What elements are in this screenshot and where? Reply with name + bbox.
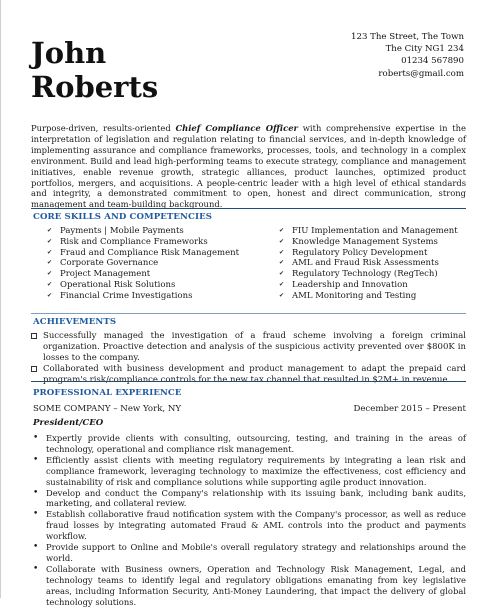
skill-item: ✔ AML Monitoring and Testing xyxy=(279,290,417,301)
skill-item: ✔ Financial Crime Investigations xyxy=(47,290,193,301)
skill-item: ✔ Corporate Governance xyxy=(47,258,159,269)
summary-title: Chief Compliance Officer xyxy=(175,123,298,133)
skill-item: ✔ Regulatory Technology (RegTech) xyxy=(279,269,438,280)
duty-item: • Develop and conduct the Company's relationship with its issuing bank, including bank audits, marketing, and collateral review. xyxy=(33,487,466,509)
check-icon: ✔ xyxy=(279,291,285,299)
summary-after: with comprehensive expertise in the interpretation of legislation and regulation relating to financial services, and in-depth knowledge of implementing assurance and compliance frameworks, processes, tools, and technology in a complex environment. Build and lead high-performing teams to execute strategy, compliance and management initiatives, enable revenue growth, strategic alliances, product launches, optimized product portfolios, mergers, and acquisitions. A people-centric leader with a high level of ethical standards and integrity, a demonstrated commitment to open, honest and direct communication, strong management and team-building background. xyxy=(31,123,466,210)
achievement-item: Collaborated with business development and product management to adapt the prepaid card program's risk/compliance controls for the new tax channel that resulted in $2M+ in revenue. xyxy=(31,364,466,386)
bullet-icon: • xyxy=(33,454,39,465)
check-icon: ✔ xyxy=(279,259,285,267)
bullet-icon: • xyxy=(33,563,39,574)
profile-summary xyxy=(31,123,466,210)
skill-item: ✔ Fraud and Compliance Risk Management xyxy=(47,247,240,258)
name-last: Roberts xyxy=(31,70,159,104)
job-title: President/CEO xyxy=(33,418,104,428)
check-icon: ✔ xyxy=(47,259,53,267)
name-first: John xyxy=(31,36,107,70)
check-icon: ✔ xyxy=(47,280,53,288)
skill-item: ✔ Operational Risk Solutions xyxy=(47,279,176,290)
bullet-icon: • xyxy=(33,542,39,553)
skill-item: ✔ FIU Implementation and Management xyxy=(279,226,458,236)
check-icon: ✔ xyxy=(279,270,285,278)
skill-item: ✔ Leadership and Innovation xyxy=(279,279,408,290)
check-icon: ✔ xyxy=(47,248,53,256)
check-icon: ✔ xyxy=(47,237,53,245)
check-icon: ✔ xyxy=(279,237,285,245)
candidate-name xyxy=(31,36,158,104)
skills-column-left xyxy=(47,226,239,302)
skills-heading: CORE SKILLS AND COMPETENCIES xyxy=(33,212,213,222)
check-icon: ✔ xyxy=(47,291,53,299)
section-divider xyxy=(31,313,466,314)
check-icon: ✔ xyxy=(279,280,285,288)
experience-heading: PROFESSIONAL EXPERIENCE xyxy=(33,388,182,398)
section-divider xyxy=(31,208,466,209)
address-line-1: 123 The Street, The Town xyxy=(351,32,464,42)
summary-before: Purpose-driven, results-oriented xyxy=(31,123,176,133)
checkbox-bullet-icon xyxy=(31,366,37,372)
address-line-2: The City NG1 234 xyxy=(385,44,464,55)
email-address[interactable]: roberts@gmail.com xyxy=(378,68,464,79)
phone-number: 01234 567890 xyxy=(401,56,464,67)
check-icon: ✔ xyxy=(279,248,285,256)
check-icon: ✔ xyxy=(279,227,285,234)
bullet-icon: • xyxy=(33,487,39,498)
bullet-icon: • xyxy=(33,433,39,443)
duty-item: • Expertly provide clients with consulting, outsourcing, testing, and training in the areas of technology, operational and compliance risk management. xyxy=(33,433,466,454)
skill-item: ✔ Regulatory Policy Development xyxy=(279,247,428,258)
skill-item: ✔ AML and Fraud Risk Assessments xyxy=(279,258,439,269)
check-icon: ✔ xyxy=(47,270,53,278)
skill-item: ✔ Payments | Mobile Payments xyxy=(47,226,184,236)
company-location: SOME COMPANY – New York, NY xyxy=(33,404,182,414)
skills-column-right xyxy=(279,226,458,302)
duties-list xyxy=(33,433,466,608)
checkbox-bullet-icon xyxy=(31,333,37,339)
achievement-item: Successfully managed the investigation of a fraud scheme involving a foreign criminal organization. Proactive detection and analysis of the suspicious activity prevented over $800K in losses to the company. xyxy=(31,331,466,364)
skill-item: ✔ Risk and Compliance Frameworks xyxy=(47,236,208,247)
duty-item: • Provide support to Online and Mobile's overall regulatory strategy and relationships around the world. xyxy=(33,542,466,563)
employment-dates: December 2015 – Present xyxy=(353,404,466,414)
skill-item: ✔ Project Management xyxy=(47,269,151,280)
check-icon: ✔ xyxy=(47,227,53,234)
section-divider xyxy=(31,381,466,382)
achievements-list xyxy=(31,331,466,386)
contact-block xyxy=(351,31,464,80)
duty-item: • Collaborate with Business owners, Operation and Technology Risk Management, Legal, and technology teams to identify legal and regulatory obligations emanating from key legislative areas, including Information Security, Anti-Money Laundering, that impact the delivery of global technology solutions. xyxy=(33,563,466,607)
duty-item: • Establish collaborative fraud notification system with the Company's processor, as well as reduce fraud losses by integrating automated Fraud & AML controls into the product and payments workflow. xyxy=(33,509,466,542)
achievements-heading: ACHIEVEMENTS xyxy=(33,317,117,327)
duty-item: • Efficiently assist clients with meeting regulatory requirements by integrating a lean risk and compliance framework, leveraging technology to maximize the effectiveness, cost efficiency and sustainability of risk and compliance solutions while supporting agile product innovation. xyxy=(33,454,466,487)
skill-item: ✔ Knowledge Management Systems xyxy=(279,236,438,247)
bullet-icon: • xyxy=(33,509,39,520)
